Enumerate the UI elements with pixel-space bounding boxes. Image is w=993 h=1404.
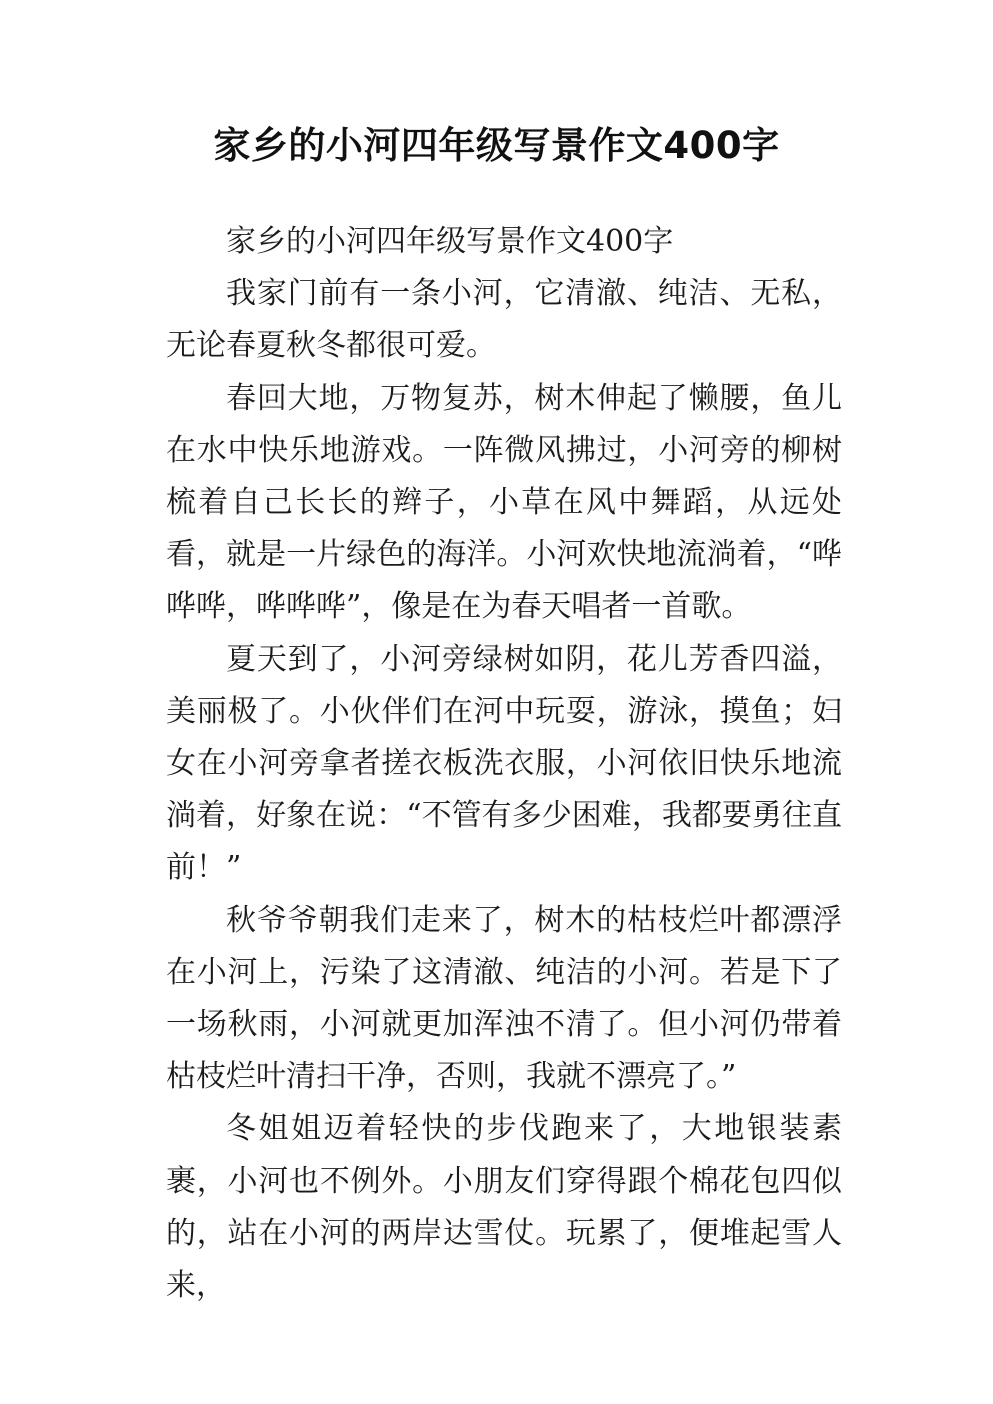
paragraph-spring: 春回大地，万物复苏，树木伸起了懒腰，鱼儿在水中快乐地游戏。一阵微风拂过，小河旁的柳树梳着自己长长的辫子，小草在风中舞蹈，从远处看，就是一片绿色的海洋。小河欢快地流淌着，“哗哗哗，哗哗哗”，像是在为春天唱者一首歌。	[166, 380, 842, 625]
paragraph-autumn: 秋爷爷朝我们走来了，树木的枯枝烂叶都漂浮在小河上，污染了这清澈、纯洁的小河。若是下了一场秋雨，小河就更加浑浊不清了。但小河仍带着枯枝烂叶清扫干净，否则，我就不漂亮了。”	[166, 902, 842, 1095]
paragraph-winter: 冬姐姐迈着轻快的步伐跑来了，大地银装素裹，小河也不例外。小朋友们穿得跟个棉花包四似的，站在小河的两岸达雪仗。玩累了，便堆起雪人来，	[166, 1111, 842, 1304]
paragraph-heading-repeat: 家乡的小河四年级写景作文400字	[226, 224, 674, 259]
paragraph-intro: 我家门前有一条小河，它清澈、纯洁、无私，无论春夏秋冬都很可爱。	[166, 276, 842, 364]
paragraph-summer: 夏天到了，小河旁绿树如阴，花儿芳香四溢，美丽极了。小伙伴们在河中玩耍，游泳，摸鱼；妇女在小河旁拿者搓衣板洗衣服，小河依旧快乐地流淌着，好象在说：“不管有多少困难，我都要勇往直前！”	[166, 641, 842, 886]
document-title: 家乡的小河四年级写景作文400字	[213, 124, 780, 167]
document-body	[166, 216, 842, 1312]
